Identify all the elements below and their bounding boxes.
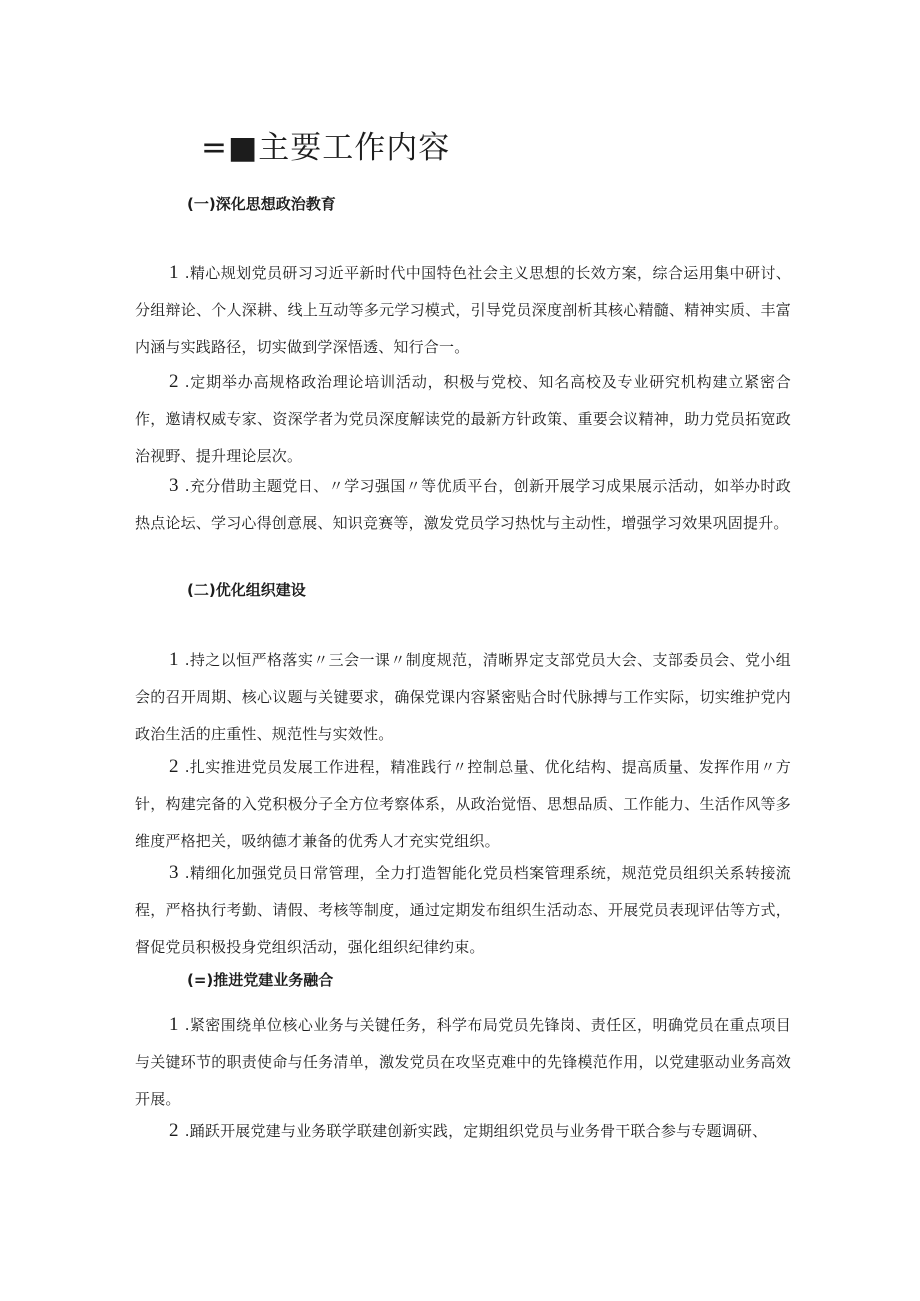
paragraph-text: .扎实推进党员发展工作进程，精准践行〃控制总量、优化结构、提高质量、发挥作用〃方针，构建完备的入党积极分子全方位考察体系，从政治觉悟、思想品质、工作能力、生活作风等多维度严格把关，吸纳德才兼备的优秀人才充实党组织。 [135,758,791,850]
item-number: 1 [169,1014,179,1035]
item-number: 3 [169,475,179,496]
section-heading-2: (二)优化组织建设 [187,581,306,599]
section-heading-3: (=)推进党建业务融合 [187,971,334,989]
paragraph-text: .精细化加强党员日常管理，全力打造智能化党员档案管理系统，规范党员组织关系转接流程，严格执行考勤、请假、考核等制度，通过定期发布组织生活动态、开展党员表现评估等方式，督促党员积极投身党组织活动，强化组织纪律约束。 [135,864,791,956]
paragraph-text: .精心规划党员研习习近平新时代中国特色社会主义思想的长效方案，综合运用集中研讨、分组辩论、个人深耕、线上互动等多元学习模式，引导党员深度剖析其核心精髓、精神实质、丰富内涵与实践路径，切实做到学深悟透、知行合一。 [135,264,791,356]
paragraph-1-2 [135,363,791,475]
paragraph-1-3 [135,467,791,542]
paragraph-text: .持之以恒严格落实〃三会一课〃制度规范，清晰界定支部党员大会、支部委员会、党小组会的召开周期、核心议题与关键要求，确保党课内容紧密贴合时代脉搏与工作实际，切实维护党内政治生活的庄重性、规范性与实效性。 [135,651,791,743]
item-number: 3 [169,862,179,883]
item-number: 2 [169,756,179,777]
paragraph-2-3 [135,854,791,966]
paragraph-3-1 [135,1006,791,1118]
paragraph-1-1 [135,254,791,366]
item-number: 2 [169,1120,179,1141]
item-number: 1 [169,649,179,670]
item-number: 1 [169,262,179,283]
paragraph-2-2 [135,748,791,860]
paragraph-text: .紧密围绕单位核心业务与关键任务，科学布局党员先锋岗、责任区，明确党员在重点项目与关键环节的职责使命与任务清单，激发党员在攻坚克难中的先锋模范作用，以党建驱动业务高效开展。 [135,1016,791,1108]
paragraph-text: .定期举办高规格政治理论培训活动，积极与党校、知名高校及专业研究机构建立紧密合作，邀请权威专家、资深学者为党员深度解读党的最新方针政策、重要会议精神，助力党员拓宽政治视野、提升理论层次。 [135,373,791,465]
section-heading-1: (一)深化思想政治教育 [187,195,336,213]
paragraph-3-2 [135,1112,791,1150]
document-title: =■主要工作内容 [201,130,451,166]
paragraph-text: .踊跃开展党建与业务联学联建创新实践，定期组织党员与业务骨干联合参与专题调研、 [184,1122,768,1140]
paragraph-2-1 [135,641,791,753]
item-number: 2 [169,371,179,392]
paragraph-text: .充分借助主题党日、〃学习强国〃等优质平台，创新开展学习成果展示活动，如举办时政热点论坛、学习心得创意展、知识竞赛等，激发党员学习热忱与主动性，增强学习效果巩固提升。 [135,477,791,532]
